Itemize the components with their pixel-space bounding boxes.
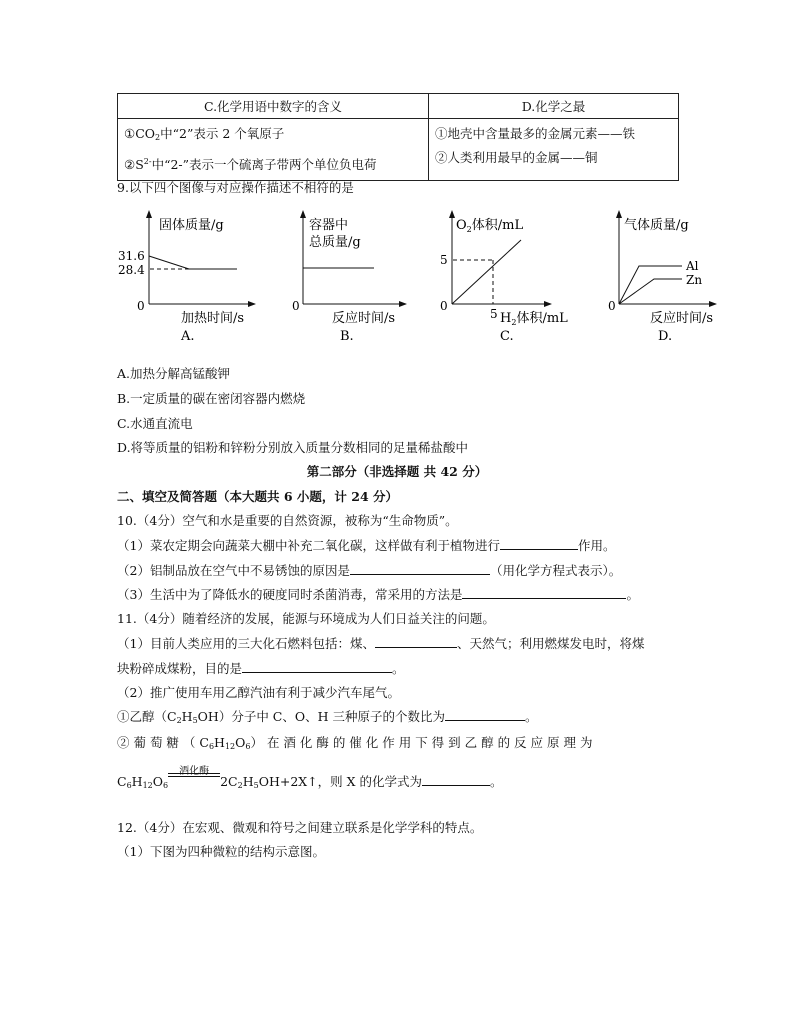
table-cell-d (429, 119, 679, 181)
graph-c (436, 208, 576, 348)
graph-c-xtick: 5 (490, 307, 498, 321)
q10-blank-3[interactable] (462, 585, 626, 599)
q9-option-d: D.将等质量的铝粉和锌粉分别放入质量分数相同的足量稀盐酸中 (117, 440, 469, 455)
graph-b-ylabel-1: 容器中 (309, 218, 349, 233)
graph-d-line-zn (619, 279, 682, 304)
graph-a-ytick-1: 31.6 (118, 249, 145, 263)
graph-c-label: C. (500, 329, 514, 344)
q12-part1: （1）下图为四种微粒的结构示意图。 (117, 844, 325, 859)
graph-a-ytick-2: 28.4 (118, 263, 145, 277)
q12-stem: 12.（4分）在宏观、微观和符号之间建立联系是化学学科的特点。 (117, 820, 483, 835)
q9-option-a: A.加热分解高锰酸钾 (117, 366, 231, 381)
q11-blank-2[interactable] (242, 659, 392, 673)
q9-stem: 9.以下四个图像与对应操作描述不相符的是 (117, 180, 354, 195)
graph-d-legend-al: Al (686, 259, 699, 273)
q9-option-c: C.水通直流电 (117, 416, 193, 431)
graph-d-line-al (619, 266, 682, 304)
section-title: 二、填空及简答题（本大题共 6 小题，计 24 分） (117, 489, 399, 504)
graph-c-x-arrow (544, 301, 552, 307)
table-d-item-2: ②人类利用最早的金属——铜 (435, 150, 598, 165)
q11-part2-ii: ② 葡 萄 糖 （ $C_6H_{12}O_6$） 在 酒 化 酶 的 催 化 作 用 下 得 到 乙 醇 的 反 应 原 理 为 (117, 735, 593, 751)
table-cell-c (118, 119, 429, 181)
q11-blank-1[interactable] (375, 634, 457, 648)
q11-blank-3[interactable] (445, 707, 525, 721)
graph-c-ylabel: $O_2$体积/mL (456, 218, 524, 234)
graph-b (284, 208, 414, 348)
q11-part2: （2）推广使用车用乙醇汽油有利于减少汽车尾气。 (117, 685, 400, 700)
graph-a-y-arrow (146, 210, 152, 218)
reaction-arrow (168, 766, 220, 777)
graph-d-xlabel: 反应时间/s (650, 311, 714, 326)
q11-equation: $C_6H_{12}O_6$ 酒化酶 $2C_2H_5OH+2X↑$，则 X 的化学式为 。 (117, 772, 503, 790)
q10-part3: （3）生活中为了降低水的硬度同时杀菌消毒，常采用的方法是 。 (117, 587, 639, 602)
graph-c-y-arrow (449, 210, 455, 218)
q9-option-b: B.一定质量的碳在密闭容器内燃烧 (117, 391, 306, 406)
q10-stem: 10.（4分）空气和水是重要的自然资源，被称为“生命物质”。 (117, 513, 458, 528)
q11-part2-i: ①乙醇$(C_2H_5OH)$分子中 C、O、H 三种原子的个数比为 。 (117, 709, 538, 725)
graph-b-y-arrow (300, 210, 306, 218)
table-header-c: C.化学用语中数字的含义 (118, 94, 429, 119)
part2-title: 第二部分（非选择题 共 42 分） (306, 464, 488, 479)
graph-b-origin: 0 (292, 299, 300, 313)
graph-d-origin: 0 (608, 299, 616, 313)
graph-b-label: B. (340, 329, 354, 344)
graph-c-xlabel: $H_2$体积/mL (500, 311, 568, 327)
q10-blank-2[interactable] (350, 561, 490, 575)
graph-c-ytick: 5 (440, 253, 448, 267)
graph-a-label: A. (181, 329, 195, 344)
graph-d-x-arrow (709, 301, 717, 307)
graph-d-legend-zn: Zn (686, 273, 703, 287)
graph-b-xlabel: 反应时间/s (332, 311, 396, 326)
graph-c-origin: 0 (440, 299, 448, 313)
table-header-d: D.化学之最 (429, 94, 679, 119)
graph-b-ylabel-2: 总质量/g (309, 235, 361, 250)
graph-a-origin: 0 (137, 299, 145, 313)
graph-d (604, 208, 744, 348)
reaction-condition: 酒化酶 (179, 766, 210, 777)
q11-blank-4[interactable] (422, 772, 490, 786)
graph-a-line-decline (149, 256, 189, 269)
graph-d-y-arrow (616, 210, 622, 218)
q10-blank-1[interactable] (500, 536, 578, 550)
graph-a-x-arrow (248, 301, 256, 307)
q11-part1: （1）目前人类应用的三大化石燃料包括：煤、 、天然气；利用燃煤发电时，将煤 (117, 636, 645, 651)
graph-c-line (452, 240, 521, 304)
table-c-item-2: $②S^{2-}$中“2-”表示一个硫离子带两个单位负电荷 (124, 157, 377, 172)
comparison-table (117, 93, 679, 181)
graph-a (117, 208, 257, 348)
table-c-item-1: $①CO_2$中“2”表示 2 个氧原子 (124, 126, 285, 142)
graph-b-x-arrow (399, 301, 407, 307)
graph-a-ylabel: 固体质量/g (159, 218, 224, 233)
table-d-item-1: ①地壳中含量最多的金属元素——铁 (435, 126, 636, 141)
graph-d-ylabel: 气体质量/g (624, 218, 689, 233)
graph-d-label: D. (658, 329, 673, 344)
graph-a-xlabel: 加热时间/s (181, 311, 245, 326)
q10-part2: （2）铝制品放在空气中不易锈蚀的原因是 （用化学方程式表示）。 (117, 563, 622, 578)
q11-stem: 11.（4分）随着经济的发展，能源与环境成为人们日益关注的问题。 (117, 611, 495, 626)
q10-part1: （1）菜农定期会向蔬菜大棚中补充二氧化碳，这样做有利于植物进行 作用。 (117, 538, 616, 553)
q11-part1-cont: 块粉碎成煤粉，目的是 。 (117, 661, 405, 676)
